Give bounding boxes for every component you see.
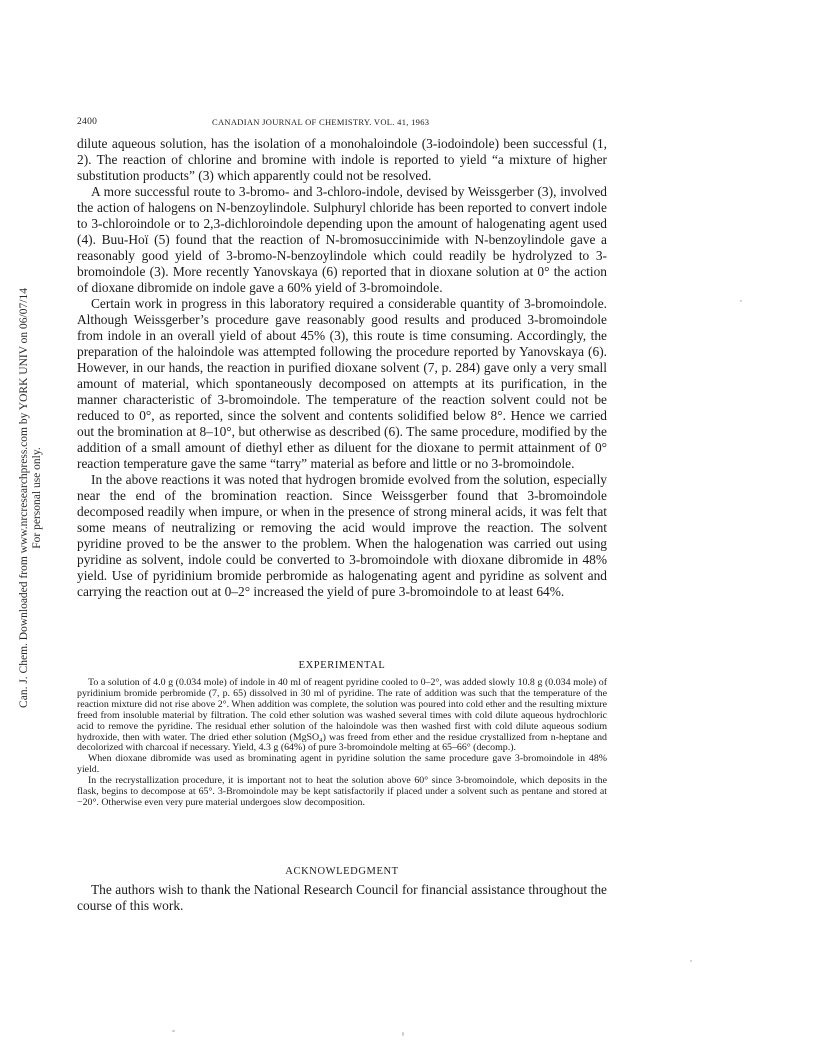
running-title: CANADIAN JOURNAL OF CHEMISTRY. VOL. 41, 1963 — [212, 117, 430, 127]
running-header — [77, 117, 607, 127]
scan-speck — [740, 300, 742, 302]
watermark-line-1: Can. J. Chem. Downloaded from www.nrcresearchpress.com by YORK UNIV on 06/07/14 — [18, 288, 31, 708]
acknowledgment-paragraph: The authors wish to thank the National Research Council for financial assistance throughout the course of this work. — [77, 882, 607, 913]
body-paragraph: dilute aqueous solution, has the isolation of a monohaloindole (3-iodoindole) been successful (1, 2). The reaction of chlorine and bromine with indole is reported to yield “a mixture of higher substitution products” (3) which apparently could not be resolved. — [77, 136, 607, 183]
page-number: 2400 — [77, 117, 98, 127]
body-paragraph: In the above reactions it was noted that hydrogen bromide evolved from the solution, especially near the end of the bromination reaction. Since Weissgerber found that 3-bromoindole decomposed readily when impure, or when in the presence of strong mineral acids, it was felt that some means of neutralizing or removing the acid would improve the reaction. The solvent pyridine proved to be the answer to the problem. When the halogenation was carried out using pyridine as solvent, indole could be converted to 3-bromoindole with dioxane dibromide in 48% yield. Use of pyridinium bromide perbromide as halogenating agent and pyridine as solvent and carrying the reaction out at 0–2° increased the yield of pure 3-bromoindole to at least 64%. — [77, 472, 607, 599]
body-paragraph: A more successful route to 3-bromo- and 3-chloro-indole, devised by Weissgerber (3), involved the action of halogens on N-benzoylindole. Sulphuryl chloride has been reported to convert indole to 3-chloroindole or to 2,3-dichloroindole depending upon the amount of halogenating agent used (4). Buu-Hoï (5) found that the reaction of N-bromosuccinimide with N-benzoylindole gave a reasonably good yield of 3-bromo-N-benzoylindole which could readily be hydrolyzed to 3-bromoindole (3). More recently Yanovskaya (6) reported that in dioxane solution at 0° the action of dioxane dibromide on indole gave a 60% yield of 3-bromoindole. — [77, 184, 607, 295]
scan-speck — [172, 1030, 175, 1032]
download-watermark — [4, 228, 58, 768]
experimental-paragraph: When dioxane dibromide was used as brominating agent in pyridine solution the same procedure gave 3-bromoindole in 48% yield. — [77, 753, 607, 776]
body-paragraph: Certain work in progress in this laboratory required a considerable quantity of 3-bromoindole. Although Weissgerber’s procedure gave reasonably good results and produced 3-bromoindole from indole in an overall yield of about 45% (3), this route is time consuming. Accordingly, the preparation of the haloindole was attempted following the procedure reported by Yanovskaya (6). However, in our hands, the reaction in purified dioxane solvent (7, p. 284) gave only a very small amount of material, which spontaneously decomposed on attempts at its purification, in the manner characteristic of 3-bromoindole. The temperature of the reaction solvent could not be reduced to 0°, as reported, since the solvent and contents solidified below 8°. Hence we carried out the bromination at 8–10°, but otherwise as described (6). The same procedure, modified by the addition of a small amount of diethyl ether as diluent for the dioxane to permit attainment of 0° reaction temperature gave the same “tarry” material as before and little or no 3-bromoindole. — [77, 296, 607, 471]
experimental-paragraph: To a solution of 4.0 g (0.034 mole) of indole in 40 ml of reagent pyridine cooled to 0–2°, was added slowly 10.8 g (0.034 mole) of pyridinium bromide perbromide (7, p. 65) dissolved in 30 ml of pyridine. The rate of addition was such that the temperature of the reaction mixture did not rise above 2°. When addition was complete, the solution was poured into cold ether and the resulting mixture freed from insoluble material by filtration. The cold ether solution was washed several times with cold dilute aqueous hydrochloric acid to remove the pyridine. The residual ether solution of the haloindole was then washed first with cold dilute aqueous sodium hydroxide, then with water. The dried ether solution (MgSO₄) was freed from ether and the residue crystallized from n-heptane and decolorized with charcoal if necessary. Yield, 4.3 g (64%) of pure 3-bromoindole melting at 65–66° (decomp.). — [77, 677, 607, 754]
experimental-text — [77, 678, 607, 809]
experimental-heading: EXPERIMENTAL — [298, 660, 386, 671]
acknowledgment-text — [77, 882, 607, 914]
scan-speck — [690, 960, 692, 962]
watermark-line-2: For personal use only. — [31, 447, 44, 549]
scan-speck — [402, 1032, 404, 1036]
experimental-paragraph: In the recrystallization procedure, it is important not to heat the solution above 60° since 3-bromoindole, which deposits in the flask, begins to decompose at 65°. 3-Bromoindole may be kept satisfactorily if placed under a solvent such as pentane and stored at −20°. Otherwise even very pure material undergoes slow decomposition. — [77, 775, 607, 808]
body-text — [77, 136, 607, 600]
acknowledgment-heading: ACKNOWLEDGMENT — [285, 866, 399, 877]
